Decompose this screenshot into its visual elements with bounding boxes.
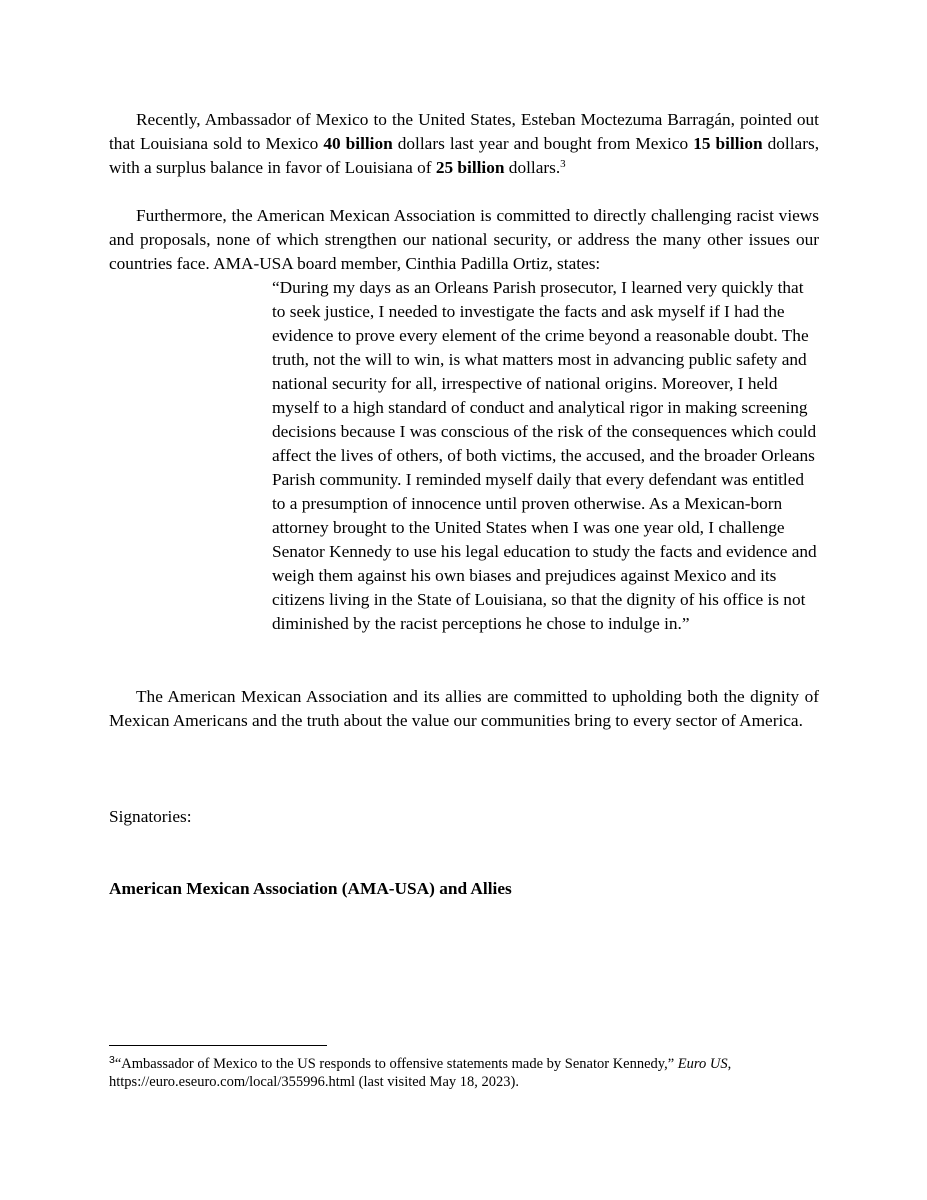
bold-figure-40-billion: 40 billion <box>323 134 393 153</box>
paragraph-text: dollars, with a surplus balance in favor of Louisiana of <box>109 134 820 177</box>
footnote <box>109 1055 809 1091</box>
footnote-text: “Ambassador of Mexico to the US responds to offensive statements made by Senator Kennedy,” <box>114 1056 678 1072</box>
footnote-number: 3 <box>109 1054 115 1066</box>
paragraph-text: dollars last year and bought from Mexico <box>392 134 694 153</box>
footnote-reference: 3 <box>560 158 566 170</box>
footnote-url-text: , https://euro.eseuro.com/local/355996.html (last visited May 18, 2023). <box>109 1056 732 1090</box>
paragraph-text: Recently, Ambassador of Mexico to the United States, Esteban Moctezuma Barragán, pointed out that Louisiana sold to Mexico <box>109 110 819 153</box>
paragraph-text: dollars. <box>504 158 561 177</box>
paragraph-closing-statement: The American Mexican Association and its allies are committed to upholding both the dignity of Mexican Americans and the truth about the value our communities bring to every sector of America. <box>109 687 819 730</box>
paragraph-trade-balance <box>109 108 819 180</box>
signatories-heading: American Mexican Association (AMA-USA) and Allies <box>109 879 512 898</box>
footnote-divider <box>109 1045 327 1046</box>
block-quote-padilla-ortiz: “During my days as an Orleans Parish prosecutor, I learned very quickly that to seek justice, I needed to investigate the facts and ask myself if I had the evidence to prove every element of the crime beyond a reasonable doubt. The truth, not the will to win, is what matters most in advancing public safety and national security for all, irrespective of national origins. Moreover, I held myself to a high standard of conduct and analytical rigor in making screening decisions because I was conscious of the risk of the consequences which could affect the lives of others, of both victims, the accused, and the broader Orleans Parish community. I reminded myself daily that every defendant was entitled to a presumption of innocence until proven otherwise. As a Mexican-born attorney brought to the United States when I was one year old, I challenge Senator Kennedy to use his legal education to study the facts and evidence and weigh them against his own biases and prejudices against Mexico and its citizens living in the State of Louisiana, so that the dignity of his office is not diminished by the racist perceptions he chose to indulge in.” <box>272 278 817 633</box>
paragraph-association-commitment: Furthermore, the American Mexican Association is committed to directly challenging racist views and proposals, none of which strengthen our national security, or address the many other issues our countries face. AMA-USA board member, Cinthia Padilla Ortiz, states: <box>109 206 819 273</box>
footnote-source-title: Euro US <box>677 1056 728 1072</box>
signatories-label: Signatories: <box>109 807 192 826</box>
bold-figure-15-billion: 15 billion <box>693 134 763 153</box>
bold-figure-25-billion: 25 billion <box>435 158 505 177</box>
